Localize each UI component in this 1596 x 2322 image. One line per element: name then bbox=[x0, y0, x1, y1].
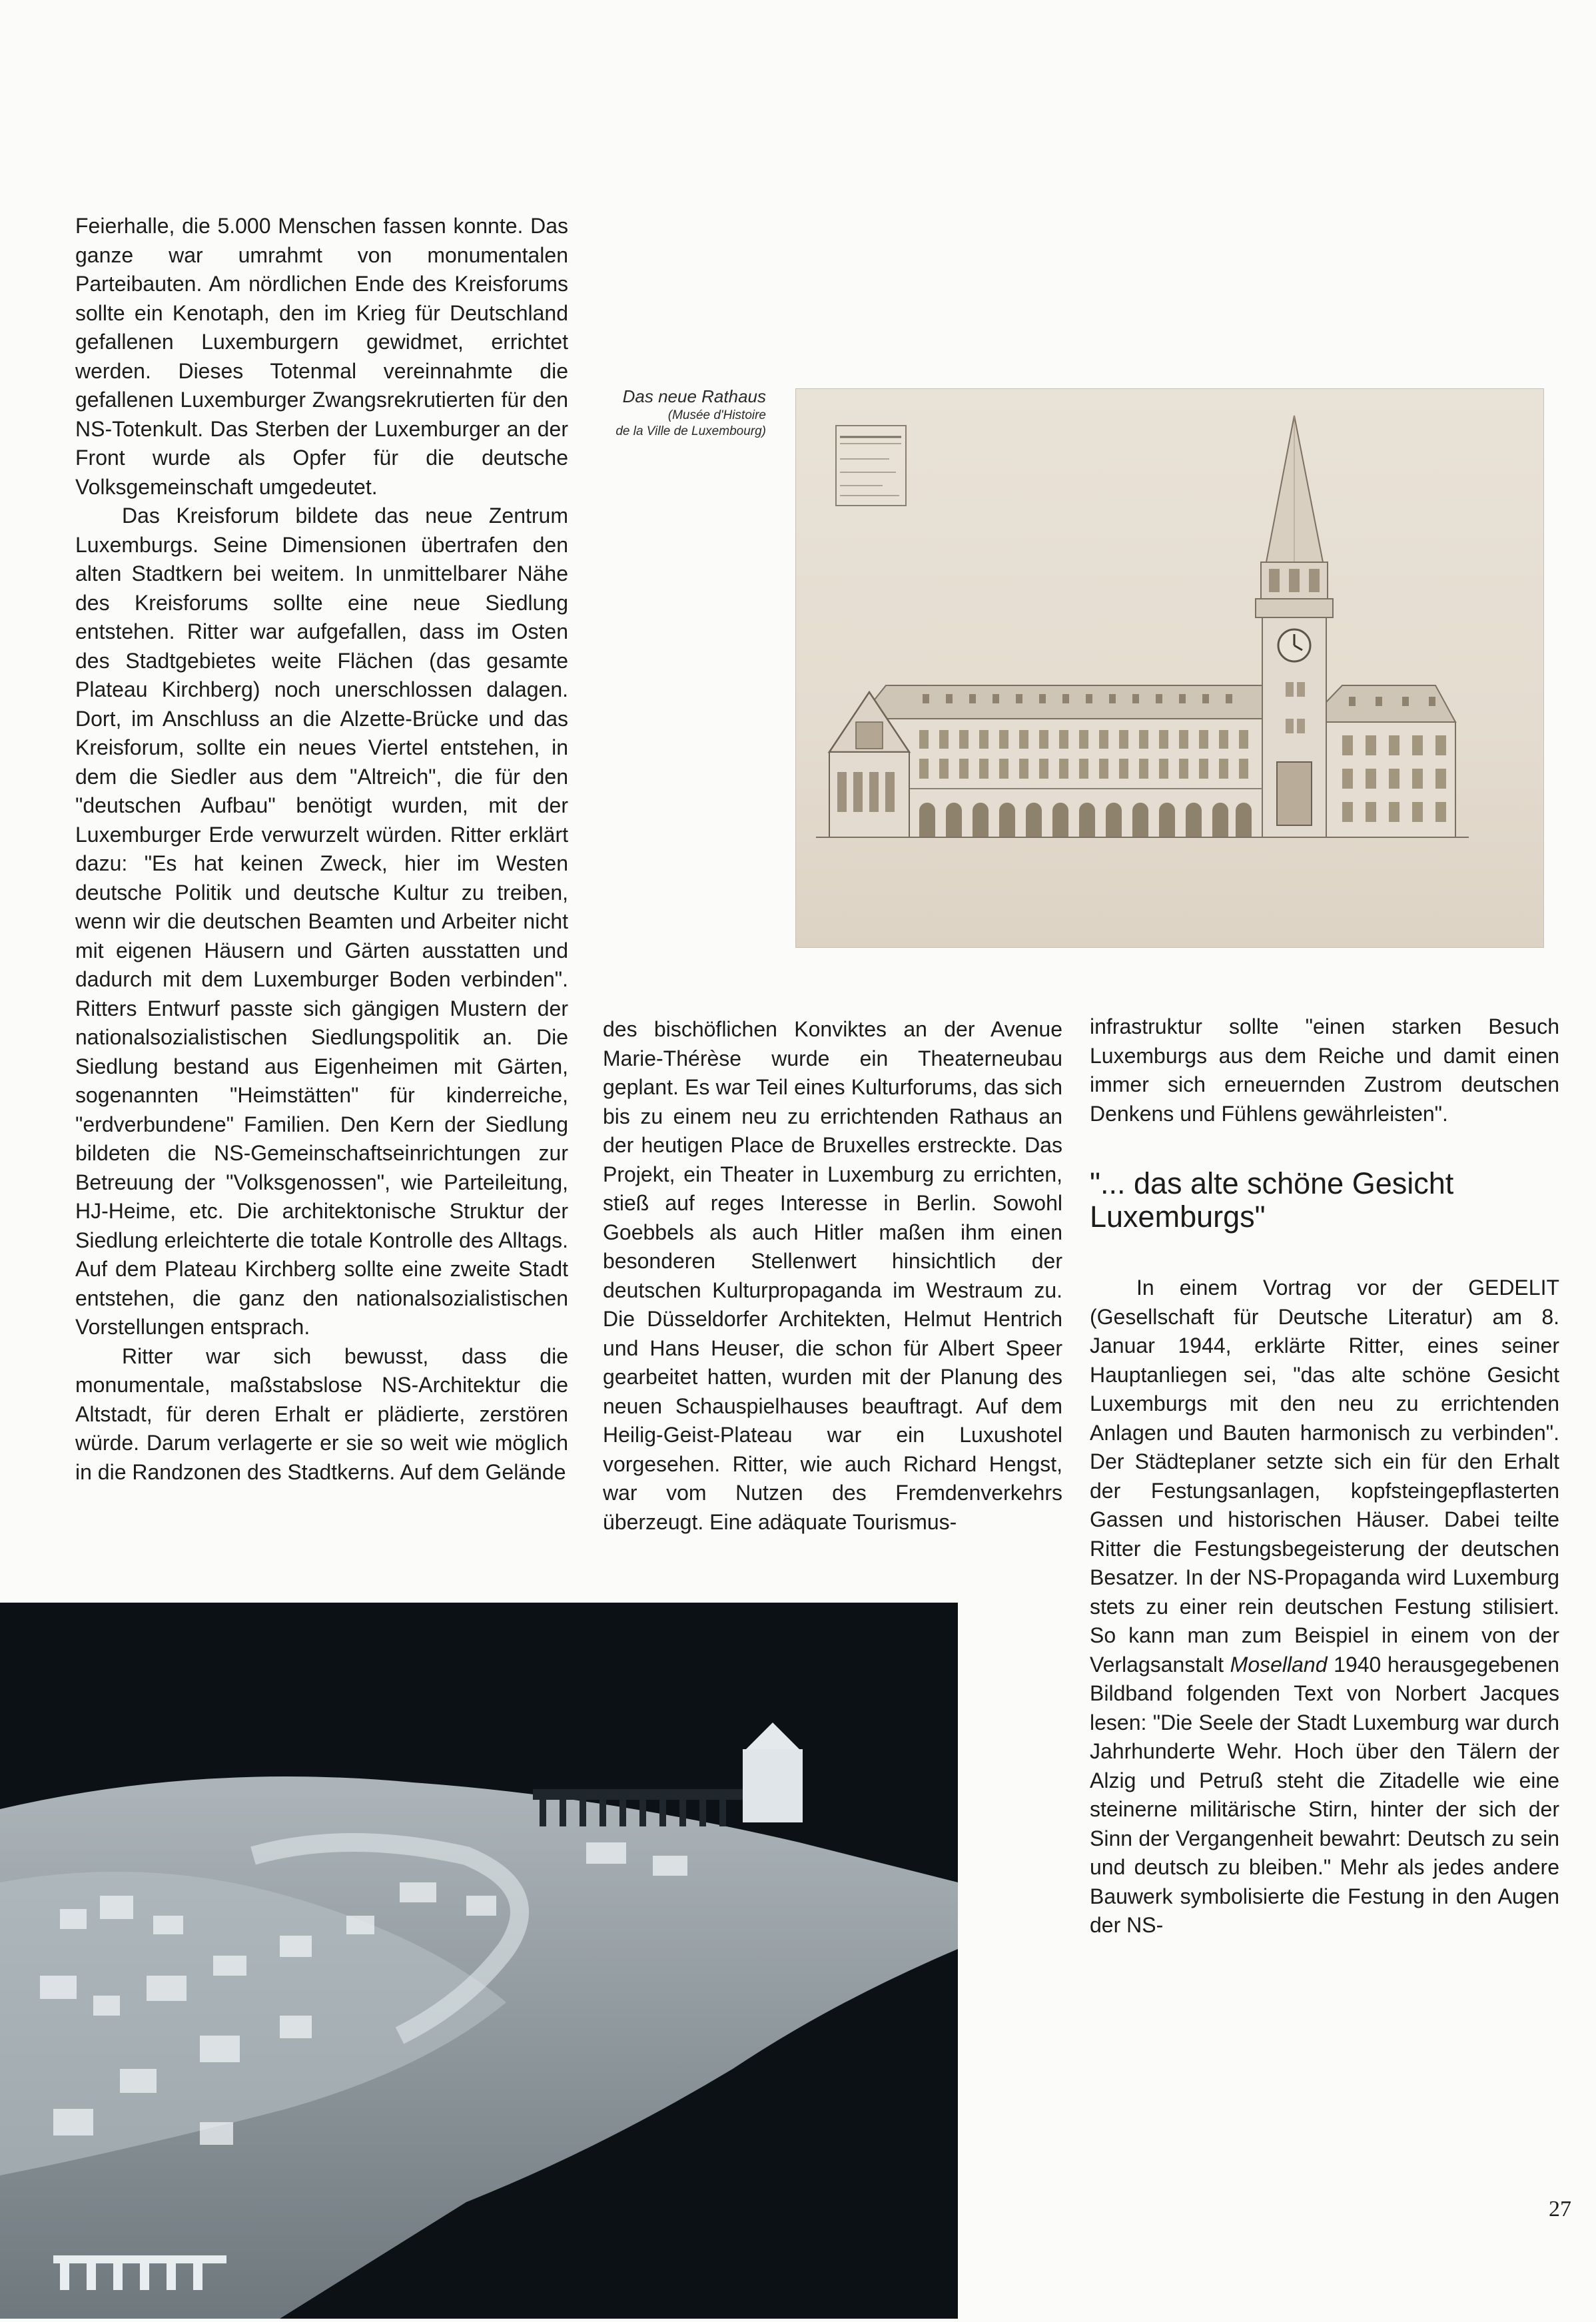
page-number: 27 bbox=[1549, 2197, 1571, 2221]
text-column-2 bbox=[603, 1015, 1062, 1537]
figure-caption bbox=[573, 385, 766, 440]
caption-source-line-2: de la Ville de Luxembourg) bbox=[615, 424, 766, 438]
city-model-photo bbox=[0, 1603, 958, 2319]
publisher-name: Moselland bbox=[1230, 1652, 1328, 1677]
caption-title: Das neue Rathaus bbox=[622, 386, 766, 406]
text-column-3 bbox=[1090, 1012, 1559, 1940]
viaduct bbox=[533, 1789, 753, 1826]
city-model-illustration bbox=[0, 1603, 958, 2319]
tower bbox=[1256, 416, 1333, 837]
rathaus-elevation-illustration bbox=[796, 389, 1543, 947]
paragraph-text: In einem Vortrag vor der GEDELIT (Gesellschaft für Deutsche Literatur) am 8. Januar 1944, erklärte Ritter, eines seiner Hauptanliegen sei, "das alte schöne Gesicht Luxemburgs mit den neu zu errichtenden Anlagen und Bauten harmonisch zu verbinden". Der Städteplaner setzte sich ein für den Erhalt der Festungsanlagen, kopfsteingepflasterten Gassen und historischen Häuser. Dabei teilte Ritter die Festungsbegeisterung der deutschen Besatzer. In der NS-Propaganda wird Luxemburg stets zu einer rein deutschen Festung stilisiert. So kann man zum Beispiel in einem von der Verlagsanstalt bbox=[1090, 1276, 1559, 1677]
drawing-title-block bbox=[836, 426, 906, 506]
rathaus-drawing bbox=[795, 388, 1544, 948]
paragraph: Feierhalle, die 5.000 Menschen fassen konnte. Das ganze war umrahmt von monumentalen Parteibauten. Am nördlichen Ende des Kreisforums sollte ein Kenotaph, den im Krieg für Deutschland gefallenen Luxemburgern gewidmet, errichtet werden. Dieses Totenmal vereinnahmte die gefallenen Luxemburger Zwangsrekrutierten für den NS-Totenkult. Das Sterben der Luxemburger an der Front wurde als Opfer für die deutsche Volksgemeinschaft umgedeutet. bbox=[75, 214, 568, 499]
paragraph-text: 1940 herausgegebenen Bildband folgenden Text von Norbert Jacques lesen: "Die Seele der Stadt Luxemburg war durch Jahrhunderte Wehr. Hoch über den Tälern der Alzig und Petruß steht die Zitadelle wie eine steinerne militärische Stirn, hinter der sich der Sinn der Vergangenheit bewahrt: Deutsch zu sein und deutsch zu bleiben." Mehr als jedes andere Bauwerk symbolisierte die Festung in den Augen der NS- bbox=[1090, 1652, 1559, 1937]
paragraph: des bischöflichen Konviktes an der Avenue Marie-Thérèse wurde ein Theaterneubau geplant. Es war Teil eines Kulturforums, das sich bis zu einem neu zu errichtenden Rathaus an der heutigen Place de Bruxelles erstreckte. Das Projekt, ein Theater in Luxemburg zu errichten, stieß auf reges Interesse in Berlin. Sowohl Goebbels als auch Hitler maßen ihm einen besonderen Stellenwert hinsichtlich der deutschen Kulturpropaganda im Westraum zu. Die Düsseldorfer Architekten, Helmut Hentrich und Hans Heuser, die schon für Albert Speer gearbeitet hatten, wurden mit der Planung des neuen Schauspielhauses beauftragt. Auf dem Heilig-Geist-Plateau war ein Luxushotel vorgesehen. Ritter, wie auch Richard Hengst, war vom Nutzen des Fremdenverkehrs überzeugt. Eine adäquate Tourismus- bbox=[603, 1017, 1062, 1534]
paragraph: infrastruktur sollte "einen starken Besuch Luxemburgs aus dem Reiche und damit einen immer sich erneuernden Zustrom deutschen Denkens und Fühlens gewährleisten". bbox=[1090, 1014, 1559, 1126]
paragraph: Ritter war sich bewusst, dass die monumentale, maßstabslose NS-Architektur die Altstadt, für deren Erhalt er plädierte, zerstören würde. Darum verlagerte er sie so weit wie möglich in die Randzonen des Stadtkerns. Auf dem Gelände bbox=[75, 1344, 568, 1484]
text-column-1 bbox=[75, 212, 568, 1487]
paragraph: Das Kreisforum bildete das neue Zentrum Luxemburgs. Seine Dimensionen übertrafen den alten Stadtkern bei weitem. In unmittelbarer Nähe des Kreisforums sollte eine neue Siedlung entstehen. Ritter war aufgefallen, dass im Osten des Stadtgebietes weite Flächen (das gesamte Plateau Kirchberg) noch unerschlossen dalagen. Dort, im Anschluss an die Alzette-Brücke und das Kreisforum, sollte ein neues Viertel entstehen, in dem die Siedler aus dem "Altreich", die für den "deutschen Aufbau" benötigt wurden, mit der Luxemburger Erde verwurzelt würden. Ritter erklärt dazu: "Es hat keinen Zweck, hier im Westen deutsche Politik und deutsche Kultur zu treiben, wenn wir die deutschen Beamten und Arbeiter nicht mit eigenen Häusern und Gärten ausstatten und dadurch mit dem Luxemburger Boden verbinden". Ritters Entwurf passte sich gängigen Mustern der nationalsozialistischen Siedlungspolitik an. Die Siedlung bestand aus Eigenheimen mit Gärten, sogenannten "Heimstätten" für kinderreiche, "erdverbundene" Familien. Den Kern der Siedlung bildeten die NS-Gemeinschaftseinrichtungen zur Betreuung der "Volksgenossen", wie Parteileitung, HJ-Heime, etc. Die architektonische Struktur der Siedlung erleichterte die totale Kontrolle des Alltags. Auf dem Plateau Kirchberg sollte eine zweite Stadt entstehen, die ganz den nationalsozialistischen Vorstellungen entsprach. bbox=[75, 504, 568, 1339]
paragraph bbox=[1090, 1274, 1559, 1940]
section-heading: "... das alte schöne Gesicht Luxemburgs" bbox=[1090, 1166, 1454, 1234]
caption-source-line-1: (Musée d'Histoire bbox=[667, 408, 766, 422]
